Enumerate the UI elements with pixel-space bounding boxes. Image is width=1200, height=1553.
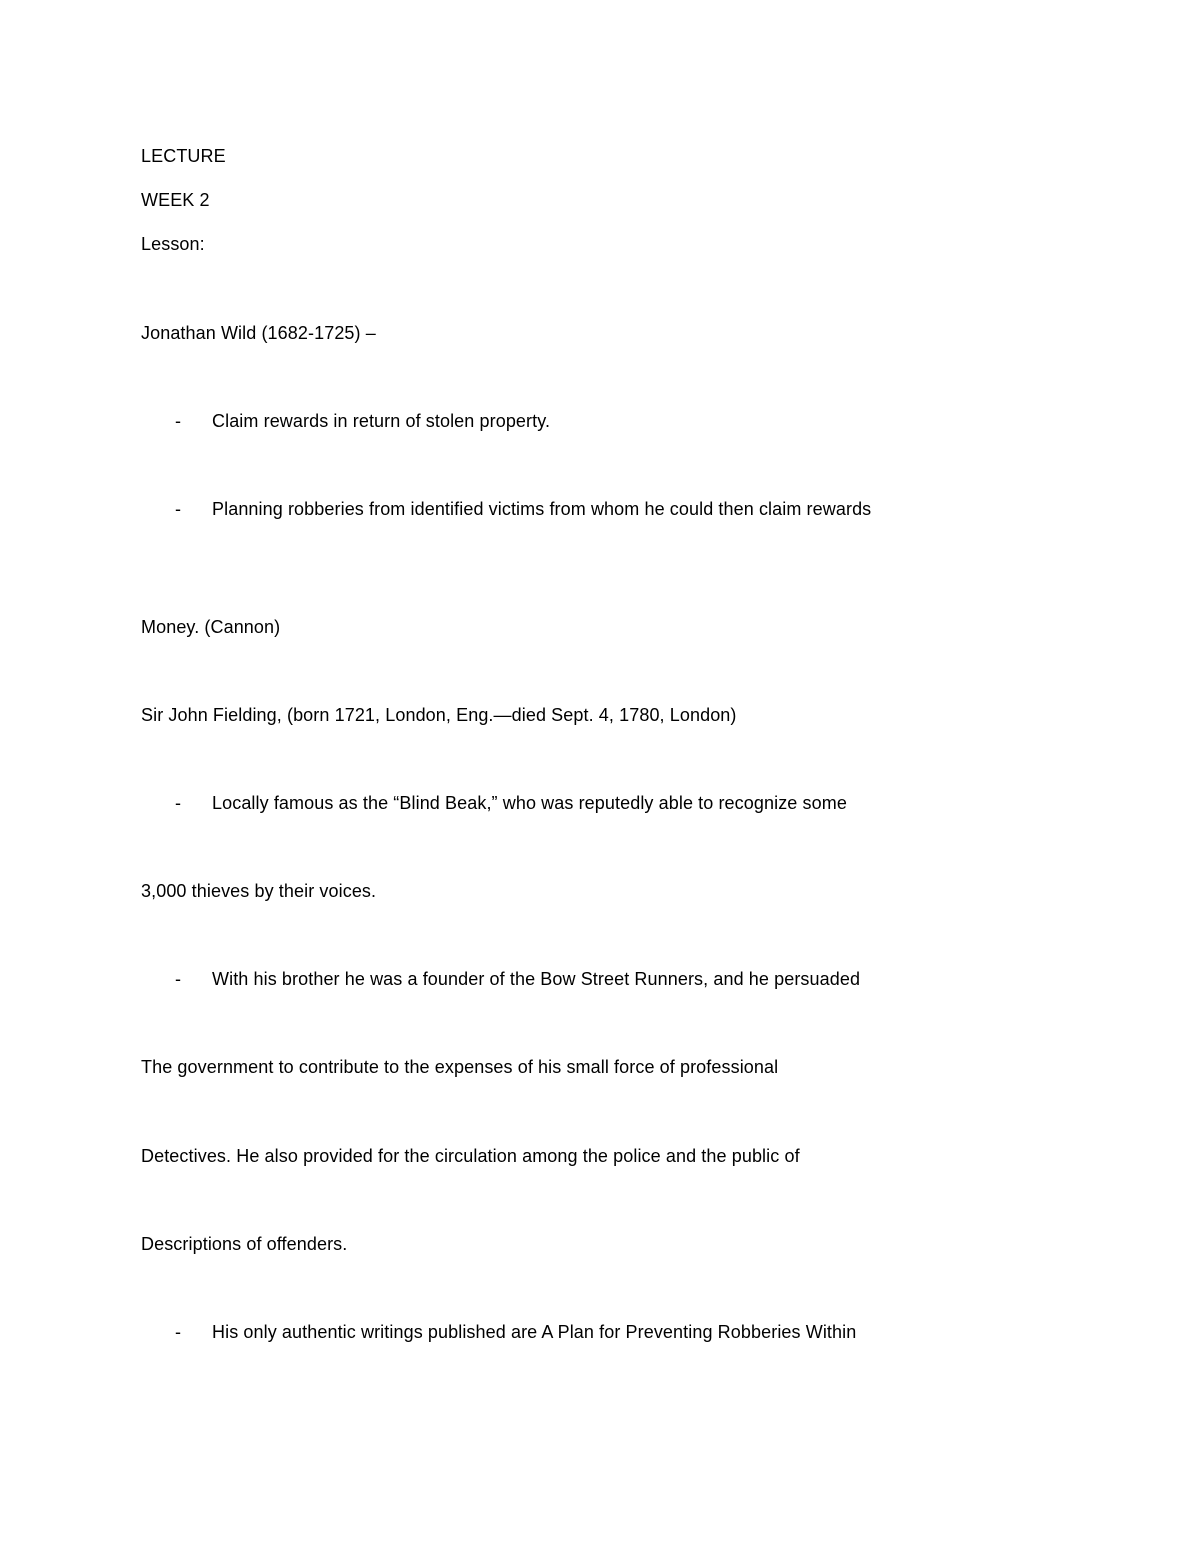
fielding-bullet-2-continuation-1: The government to contribute to the expenses of his small force of professional: [141, 1057, 779, 1077]
lesson-label: Lesson:: [141, 234, 205, 254]
week-label: WEEK 2: [141, 190, 210, 210]
fielding-bullet-2: With his brother he was a founder of the Bow Street Runners, and he persuaded: [212, 969, 861, 989]
bullet-marker: -: [175, 793, 181, 813]
lecture-title: LECTURE: [141, 146, 226, 166]
bullet-marker: -: [175, 411, 181, 431]
wild-heading: Jonathan Wild (1682-1725) –: [141, 323, 376, 343]
bullet-marker: -: [175, 969, 181, 989]
fielding-bullet-2-continuation-2: Detectives. He also provided for the circulation among the police and the public of: [141, 1146, 800, 1166]
bullet-marker: -: [175, 1322, 181, 1342]
fielding-bullet-3: His only authentic writings published are A Plan for Preventing Robberies Within: [212, 1322, 857, 1342]
wild-bullet-2: Planning robberies from identified victims from whom he could then claim rewards: [212, 499, 872, 519]
fielding-bullet-1-continuation: 3,000 thieves by their voices.: [141, 881, 377, 901]
fielding-bullet-2-continuation-3: Descriptions of offenders.: [141, 1234, 348, 1254]
money-line: Money. (Cannon): [141, 617, 281, 637]
wild-bullet-1: Claim rewards in return of stolen property.: [212, 411, 551, 431]
fielding-heading: Sir John Fielding, (born 1721, London, Eng.—died Sept. 4, 1780, London): [141, 705, 737, 725]
fielding-bullet-1: Locally famous as the “Blind Beak,” who was reputedly able to recognize some: [212, 793, 847, 813]
bullet-marker: -: [175, 499, 181, 519]
